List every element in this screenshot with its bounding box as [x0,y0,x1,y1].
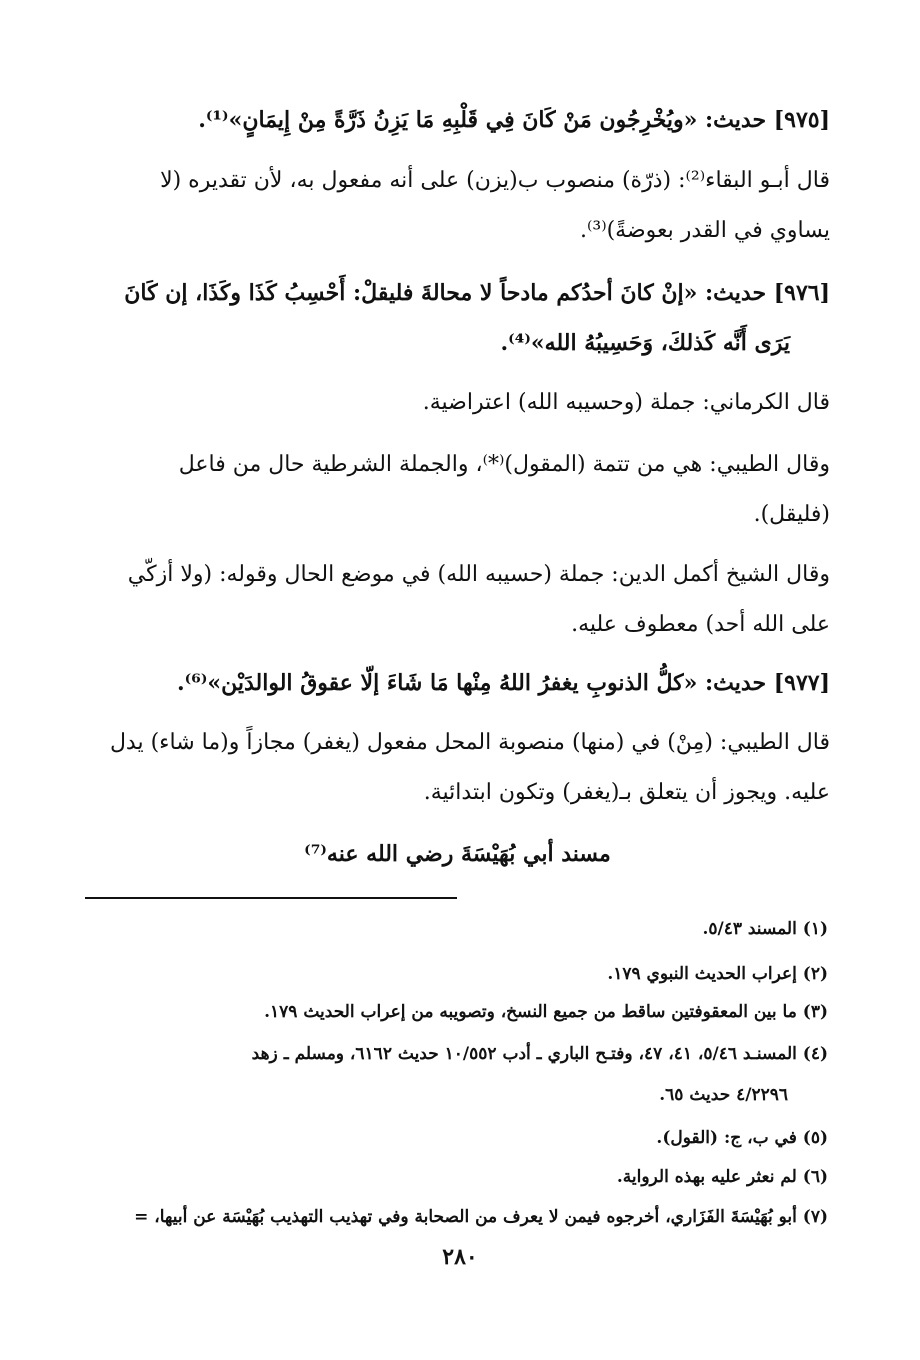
text-line: قال الطيبي: (مِنْ) في (منها) منصوبة المحل مفعول (يغفر) مجازاً و(ما شاء) يدل [109,730,830,755]
footnote-1: (١) المسند ٥/٤٣. [702,919,828,939]
text-line: [٩٧٧] حديث: «كلُّ الذنوبِ يغفرُ اللهُ مِنْها مَا شَاءَ إلّا عقوقُ الوالدَيْن»⁽⁶⁾. [176,670,830,696]
text-line: على الله أحد) معطوف عليه. [571,612,830,637]
footnote-2: (٢) إعراب الحديث النبوي ١٧٩. [607,964,828,984]
page-number: ٢٨٠ [442,1244,478,1270]
footnote-6: (٦) لم نعثر عليه بهذه الرواية. [616,1167,828,1187]
text-line: وقال الشيخ أكمل الدين: جملة (حسيبه الله) في موضع الحال وقوله: (ولا أزكّي [127,562,830,587]
footnote-3: (٣) ما بين المعقوفتين ساقط من جميع النسخ، وتصويبه من إعراب الحديث ١٧٩. [264,1002,828,1022]
commentary-akmal-al-din [85,550,830,650]
section-heading: مسند أبي بُهَيْسَةَ رضي الله عنه⁽⁷⁾ [304,841,611,867]
text-line: يساوي في القدر بعوضةً)⁽³⁾. [579,218,830,243]
hadith-977 [85,658,830,708]
text-line: يَرَى أَنَّه كَذلكَ، وَحَسِيبُهُ الله»⁽⁴⁾. [500,330,790,356]
hadith-975 [85,95,830,145]
commentary-kirmani [85,378,830,428]
commentary-tibi-2 [85,718,830,818]
text-line: قال أبـو البقاء⁽²⁾: (ذرّة) منصوب ب(يزن) على أنه مفعول به، لأن تقديره (لا [160,168,830,193]
text-line: [٩٧٥] حديث: «ويُخْرِجُون مَنْ كَانَ فِي قَلْبِهِ مَا يَزِنُ ذَرَّةً مِنْ إِيمَانٍ»⁽¹⁾. [198,107,830,133]
footnote-4-continued: ٤/٢٢٩٦ حديث ٦٥. [659,1085,788,1105]
text-line: (فليقل). [753,502,830,527]
text-line: قال الكرماني: جملة (وحسيبه الله) اعتراضية. [422,390,830,415]
footnote-7: (٧) أبو بُهَيْسَةَ الفَزَاري، أخرجوه فيمن لا يعرف من الصحابة وفي تهذيب التهذيب بُهَيْسَة عن أبيها، = [134,1207,828,1227]
text-line: [٩٧٦] حديث: «إنْ كانَ أحدُكم مادحاً لا محالةَ فليقلْ: أَحْسِبُ كَذَا وكَذَا، إن كَانَ [124,280,830,306]
commentary-abu-al-baqa [85,156,830,256]
footnote-separator [85,897,457,899]
footnote-5: (٥) في ب، ج: (القول). [656,1128,828,1148]
hadith-976 [85,268,830,368]
text-line: وقال الطيبي: هي من تتمة (المقول)⁽*⁾، والجملة الشرطية حال من فاعل [178,452,830,477]
footnote-4: (٤) المسنـد ٥/٤٦، ٤١، ٤٧، وفتـح الباري ـ أدب ١٠/٥٥٢ حديث ٦١٦٢، ومسلم ـ زهد [251,1044,828,1064]
text-line: عليه. ويجوز أن يتعلق بـ(يغفر) وتكون ابتدائية. [423,780,830,805]
commentary-tibi-1 [85,440,830,540]
